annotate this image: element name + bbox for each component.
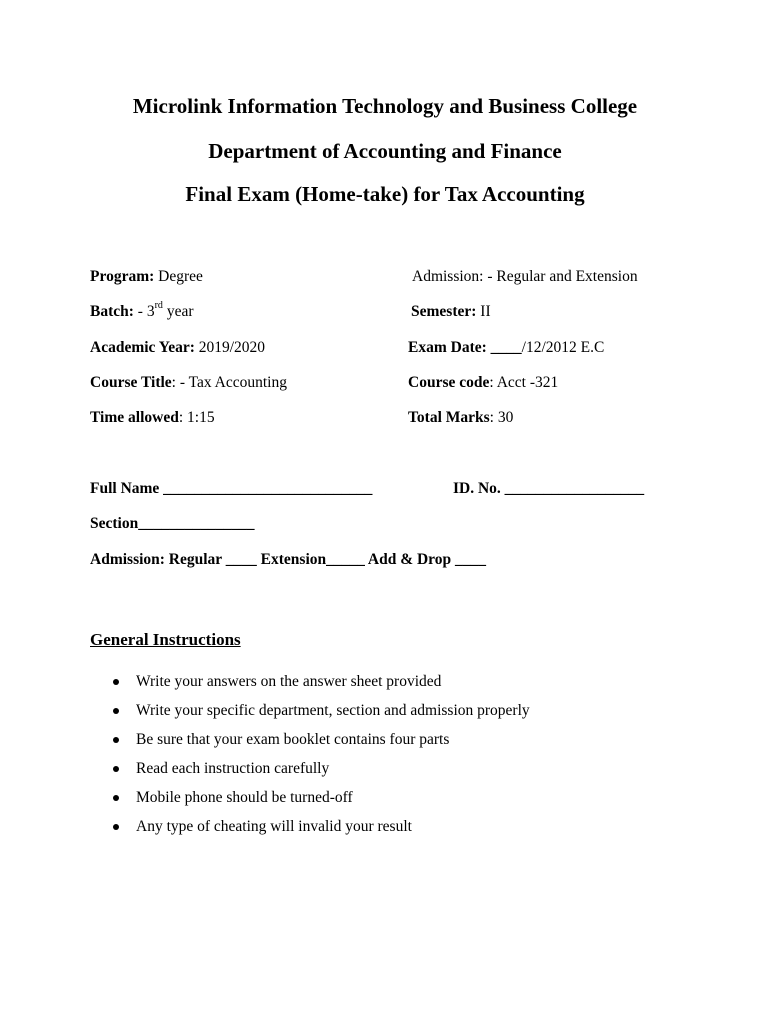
instruction-text: Any type of cheating will invalid your result — [136, 818, 412, 835]
semester-label: Semester: — [411, 303, 477, 320]
instruction-text: Mobile phone should be turned-off — [136, 789, 353, 806]
course-code-label: Course code — [408, 374, 490, 391]
full-name-blank: Full Name ___________________________ — [90, 480, 373, 497]
admission-field: Admission: - Regular and Extension — [412, 268, 638, 285]
course-code-field — [408, 374, 558, 392]
instruction-text: Write your specific department, section and admission properly — [136, 702, 530, 719]
academic-year-field — [90, 339, 265, 357]
exam-date-label: Exam Date: ____ — [408, 339, 522, 356]
time-allowed-value: : 1:15 — [178, 409, 215, 426]
batch-suffix: year — [162, 303, 194, 320]
batch-ordinal: rd — [154, 300, 163, 311]
time-allowed-field — [90, 409, 215, 427]
batch-label: Batch: — [90, 303, 134, 320]
course-title-field — [90, 374, 287, 392]
semester-field — [411, 303, 491, 321]
exam-title: Final Exam (Home-take) for Tax Accounting — [185, 182, 585, 206]
course-code-value: : Acct -321 — [489, 374, 559, 391]
section-blank: Section_______________ — [90, 515, 255, 532]
exam-date-value: /12/2012 E.C — [521, 339, 605, 356]
bullet-icon — [113, 795, 119, 801]
total-marks-field — [408, 409, 513, 427]
course-title-value: : - Tax Accounting — [171, 374, 287, 391]
academic-year-label: Academic Year: — [90, 339, 195, 356]
bullet-icon — [113, 679, 119, 685]
instruction-text: Read each instruction carefully — [136, 760, 330, 777]
exam-date-field — [408, 339, 604, 357]
batch-value: - 3 — [133, 303, 155, 320]
total-marks-value: : 30 — [489, 409, 514, 426]
bullet-icon — [113, 824, 119, 830]
course-title-label: Course Title — [90, 374, 172, 391]
program-label: Program: — [90, 268, 155, 285]
bullet-icon — [113, 766, 119, 772]
general-instructions-heading: General Instructions — [90, 630, 241, 649]
total-marks-label: Total Marks — [408, 409, 490, 426]
program-value: Degree — [154, 268, 203, 285]
id-number-blank: ID. No. __________________ — [453, 480, 645, 497]
admission-type-blank: Admission: Regular ____ Extension_____ Add & Drop ____ — [90, 551, 487, 568]
academic-year-value: 2019/2020 — [194, 339, 266, 356]
semester-value: II — [476, 303, 491, 320]
time-allowed-label: Time allowed — [90, 409, 179, 426]
instruction-text: Write your answers on the answer sheet provided — [136, 673, 442, 690]
bullet-icon — [113, 708, 119, 714]
batch-field — [90, 300, 194, 321]
bullet-icon — [113, 737, 119, 743]
college-title: Microlink Information Technology and Business College — [132, 94, 638, 118]
instruction-text: Be sure that your exam booklet contains four parts — [136, 731, 450, 748]
program-field — [90, 268, 203, 286]
department-title: Department of Accounting and Finance — [208, 139, 562, 163]
